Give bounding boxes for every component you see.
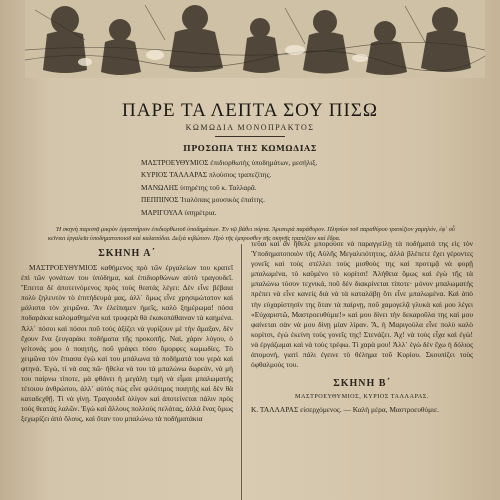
scene-b-title: ΣΚΗΝΗ Β΄ (333, 378, 391, 390)
scene-b-subtitle: ΜΑΣΤΡΟΕΥΘΥΜΙΟΣ, ΚΥΡΙΟΣ ΤΑΛΛΑΡΑΣ. (295, 393, 429, 401)
persons-heading: ΠΡΟΣΩΠΑ ΤΗΣ ΚΩΜΩΔΙΑΣ (183, 143, 317, 153)
person-item: ΠΕΠΠΙΝΟΣ Ἰταλόπαις μουσικὸς ἐπαίτης. (141, 195, 265, 205)
left-column (21, 248, 233, 500)
person-item: ΜΑΡΙΓΟΥΛΑ ὑπηρέτρια. (141, 207, 217, 217)
person-item: ΜΑΝΩΛΗΣ ὑπηρέτης τοῦ κ. Ταλλαρᾶ. (141, 182, 257, 192)
right-column (251, 239, 473, 500)
play-subtitle: ΚΩΜΩΔΙΑ ΜΟΝΟΠΡΑΚΤΟΣ (185, 123, 315, 132)
stage-direction: Ἡ σκηνὴ παριστᾷ μικρὸν ἐργαστήριον ἐπιδιορθωτοῦ ὑποδημάτων. Ἐν τῷ βάθει πόρτα. Ἀριστερὰ παράθυρον. Πλησίον τοῦ παραθύρου τραπέζιον χαμηλόν, ἐφ᾽ οὗ κεῖνται ἐργαλεῖα ὑποδηματοποιοῦ καὶ καλαπόδια. Δεξιὰ κιβώτιον. Πρὸ τῆς ἐμπροσθεν τῆς σκηνῆς τραπέζιον καὶ ἕδρα. (48, 226, 455, 243)
right-column-text: τεῦαι καὶ ἂν ἤθελε μπορούσε νὰ παραγγείλῃ τὰ ποδήματά της εἰς τὸν Ὑποδηματοποιὸν τῆς Αὐλῆς Μεγαλειότητος, ἀλλὰ βλέπετε ἔχει γέροντες γονεῖς καὶ τοὺς στέλλει τοὺς μισθοὺς της καὶ προτιμᾷ νὰ φορῇ μπαλωμένα, τὸ καϋμένο τὸ κορίτσι! Ἀλήθεια ὅμως καὶ ἐγὼ τῆς τὰ μπαλώνω τόσον τεχνικά, ποῦ δὲν διακρίνεται τίποτε· μόνον μπαλωματής πρέπει νὰ εἶνε κανεὶς διὰ νὰ τὰ καταλάβῃ ὅτι εἶνε μπαλωμένα. Καὶ ἀπὸ τὴν εὐχαρίστησίν της ὅταν τὰ παίρνῃ, ποῦ χαμογελᾷ γλυκὰ καὶ μου λέγει «Εὐχαριστῶ, Μαστροευθύμιε!» καὶ μου δίνει τὴν δεκαροῦλα της καὶ μου φαίνεται σὰν νὰ μου δίνῃ μίαν λίραν. Ἄ, ἡ Μαριγούλα εἶνε πολὺ καλὸ κορίτσι, ἐγὼ ἐκείνη τοὺς γονεῖς της! Στενάζει. Ἀχ! νὰ τοὺς εἶχα καὶ ἐγὼ! νὰ ἐργάζωμαι καὶ νὰ τοὺς τρέφω. Τί χαρὰ μου! Ἀλλ᾽ ἐγὼ δὲν ἔχω ἡ δόλιος ἀπομονή, γιατὶ πάλι ἐγεινε τὸ θέλημα τοῦ Κυρίου. Σκουπίζει τοὺς ὀφθαλμούς του. (251, 239, 473, 370)
person-item: ΜΑΣΤΡΟΕΥΘΥΜΙΟΣ ἐπιδιορθωτὴς ὑποδημάτων, μεσήλιξ. (141, 158, 318, 167)
title-rule (215, 136, 285, 137)
column-divider (241, 244, 242, 500)
engraving-figures-image (25, 0, 485, 78)
scene-b-text: Κ. ΤΑΛΛΑΡΑΣ εἰσερχόμενος. — Καλὴ μέρα, Μαστροευθύμιε. (251, 405, 439, 415)
scene-a-title: ΣΚΗΝΗ Α΄ (98, 248, 156, 259)
person-item: ΚΥΡΙΟΣ ΤΑΛΛΑΡΑΣ πλούσιος τραπεζίτης. (141, 170, 272, 180)
play-title: ΠΑΡΕ ΤΑ ΛΕΠΤΑ ΣΟΥ ΠΙΣΩ (122, 100, 378, 121)
scene-a-text: ΜΑΣΤΡΟΕΥΘΥΜΙΟΣ καθήμενος πρὸ τῶν ἐργαλείων του κρατεῖ ἐπὶ τῶν γονάτων του ὑπόδημα, καὶ ἐπιδιορθώνων αὐτὸ τραγουδεῖ. Ἔπειτα δὲ ἀποτεινόμενος πρὸς τοὺς θεατάς λέγει: Δὲν εἶνε βέβαια πολὺ ζηλευτὸν τὸ ἐπιτήδευμά μας, ἀλλ᾽ ὅμως εἶνε χρησιμώτατον καὶ μάλιστα τὸν χειμῶνα. Ἂν ἐλείπαμεν ἡμεῖς, καλὸ ξημέρωμα! πόσα ποδαράκια καλομαθημένα καὶ τρυφερὰ θὰ ἐκακοπάθαιναν τὰ καημένα. Ἀλλ᾽ πόσοι καὶ πόσοι ποῦ τοὺς ἀξίζει νὰ γυρίζουν μὲ τὴν ἅμαξαν, δὲν ἔχουν ἕνα ζευγαράκι ποδήματα τῆς προκοπῆς. Ναί, χάριν λόγου, ὁ γείτονάς μου ὁ ποιητής, ποῦ γράφει τόσο ὄμορφες κωμωδίες. Τὸ χειμῶνα τὸν ἔπιασα ἐγὼ καὶ του μπάλωνα τὰ ποδήματά του γερὰ καὶ φτηνά. Ἐγώ, τί νὰ σας πῶ· ἤθελα νὰ του τὰ μπαλώνω δωρεάν, νὰ μὴ του παίρνω τίποτε, μὰ φθάνει ἡ μεγάλη τιμὴ νὰ εἶμαι μπαλωματὴς τέτοιου ἀνθρώπου, ἀλλ᾽ αὐτὸς πὼς εἶνε φιλότιμος ποιητής καὶ δὲν θὰ καταδεχθῇ. Τί νὰ γίνῃ. Τραγουδεῖ ὀλίγον καὶ ἀποτείνεται πάλιν πρὸς τοὺς θεατὰς λαλῶν. Ἐγὼ καὶ ἄλλους πολλοὺς πελάτας, ἀλλὰ ἕνας ὅμως ξεχωρίζει ἀπὸ ὅλους, καὶ ὅταν του μπαλώνω τὰ ποδήματάκια (21, 263, 233, 424)
persons-list (141, 157, 441, 219)
header-illustration (25, 0, 485, 78)
